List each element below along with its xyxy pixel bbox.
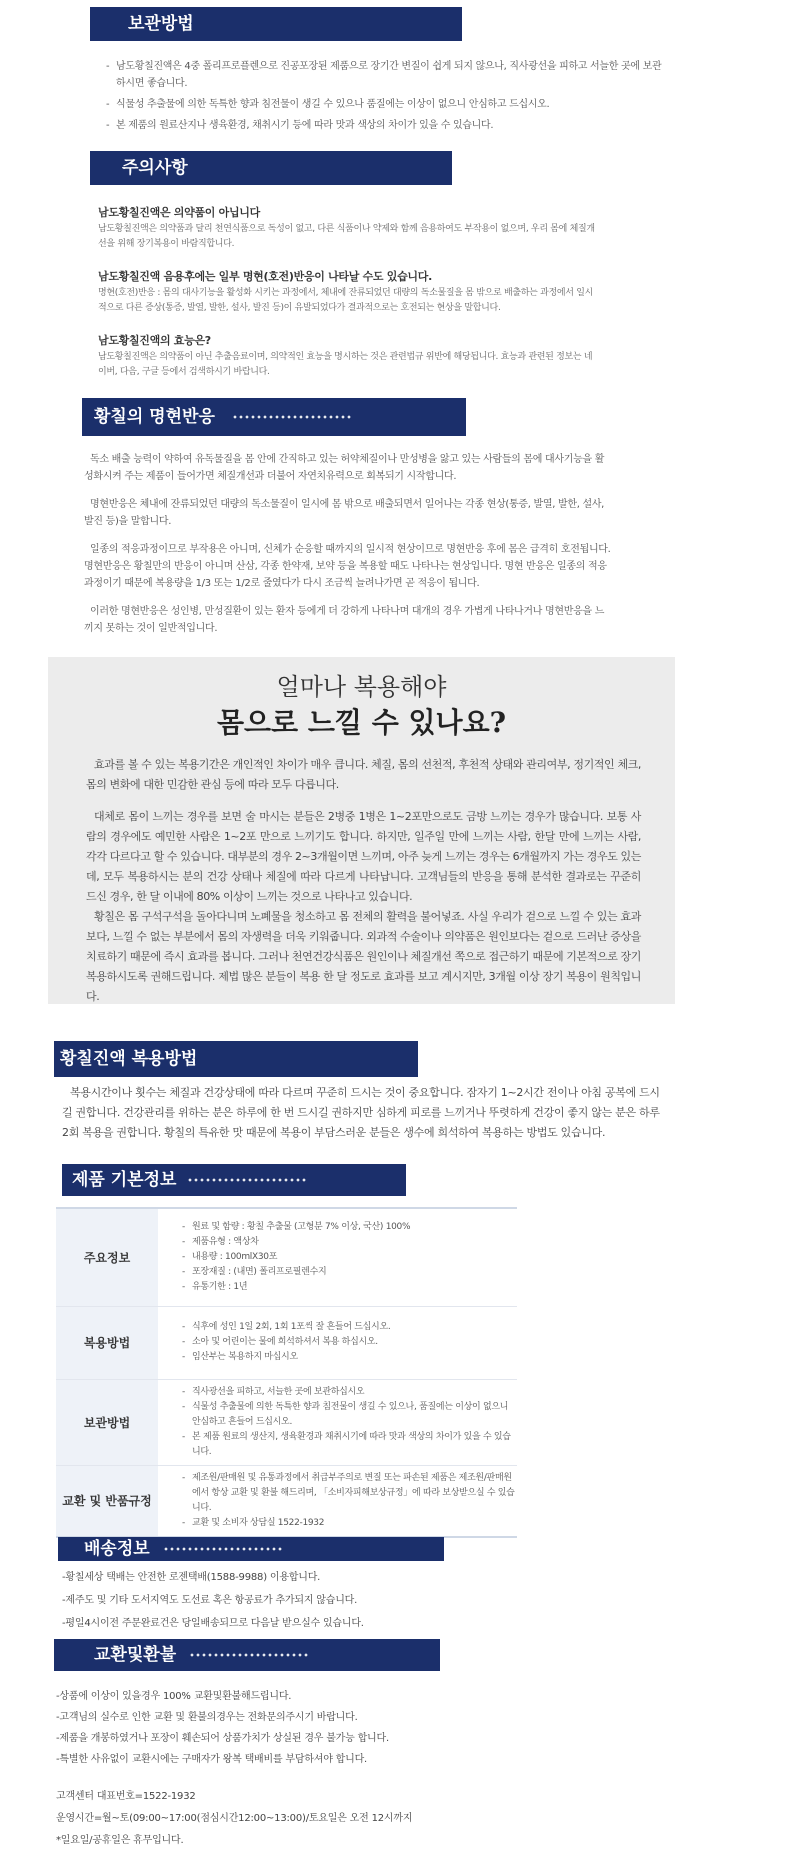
refund-line: -특별한 사유없이 교환시에는 구매자가 왕복 택배비를 부담하셔야 합니다. bbox=[56, 1754, 368, 1765]
duration-box bbox=[48, 657, 675, 1004]
reaction-paragraph: 독소 배출 능력이 약하여 유독물질을 몸 안에 간직하고 있는 허약체질이나 만성병을 앓고 있는 사람들의 몸에 대사기능을 활성화시켜 주는 제품이 들어가면 체질개선과 더불어 자연치유력으로 회복되기 시작합니다. bbox=[84, 454, 605, 482]
caution-body: 명현(호전)반응 : 몸의 대사기능을 활성화 시키는 과정에서, 체내에 잔류되었던 대량의 독소물질을 몸 밖으로 배출하는 과정에서 일시적으로 다른 증상(통증, 발열, 발한, 설사, 발진 등)이 유발되었다가 결과적으로는 호전되는 현상을 말합니다. bbox=[98, 288, 594, 313]
refund-line: -상품에 이상이 있을경우 100% 교환및환불해드립니다. bbox=[56, 1691, 292, 1702]
spec-value bbox=[158, 1379, 517, 1465]
caution-heading: 남도황칠진액의 효능은? bbox=[98, 334, 211, 347]
decorative-dots bbox=[232, 415, 352, 419]
duration-paragraph: 황칠은 몸 구석구석을 돌아다니며 노폐물을 청소하고 몸 전체의 활력을 불어넣죠. 사실 우리가 겉으로 느낄 수 있는 효과보다, 느낄 수 없는 부분에서 몸의 자생력을 더욱 키워줍니다. 외과적 수술이나 의약품은 원인보다는 겉으로 드러난 증상을 치료하기 때문에 즉시 효과를 봅니다. 그러나 천연건강식품은 원인이나 체질개선 쪽으로 접근하기 때문에 기본적으로 장기 복용하시도록 권해드립니다. 제법 많은 분들이 복용 한 달 정도로 효과를 보고 계시지만, 3개월 이상 장기 복용이 원칙입니다. bbox=[86, 910, 641, 1003]
table-row bbox=[56, 1379, 517, 1465]
spec-value bbox=[158, 1465, 517, 1537]
spec-key: 교환 및 반품규정 bbox=[56, 1465, 158, 1537]
list-item: - 식물성 추출물에 의한 독특한 향과 침전물이 생길 수 있으나 품질에는 이상이 없으니 안심하고 드십시오. bbox=[106, 96, 666, 113]
usage-header bbox=[54, 1041, 418, 1077]
spec-line: - 본 제품 원료의 생산지, 생육환경과 채취시기에 따라 맛과 색상의 차이가 있을 수 있습니다. bbox=[182, 1430, 517, 1460]
shipping-line: -평일4시이전 주문완료건은 당일배송되므로 다음날 받으실수 있습니다. bbox=[62, 1618, 364, 1629]
spec-line: - 임산부는 복용하지 마십시오 bbox=[182, 1350, 517, 1365]
storage-list bbox=[106, 58, 666, 138]
shipping-header bbox=[58, 1537, 444, 1561]
list-item: - 남도황칠진액은 4중 폴리프로플렌으로 진공포장된 제품으로 장기간 변질이 쉽게 되지 않으나, 직사광선을 피하고 서늘한 곳에 보관하시면 좋습니다. bbox=[106, 58, 666, 92]
spec-key: 보관방법 bbox=[56, 1379, 158, 1465]
contact-holiday: *일요일/공휴일은 휴무입니다. bbox=[56, 1835, 184, 1846]
shipping-line: -제주도 및 기타 도서지역도 도선료 혹은 항공료가 추가되지 않습니다. bbox=[62, 1595, 358, 1606]
reaction-header bbox=[82, 398, 466, 436]
reaction-title: 황칠의 명현반응 bbox=[94, 407, 215, 427]
refund-title: 교환및환불 bbox=[94, 1645, 177, 1665]
spec-line: - 제품유형 : 액상차 bbox=[182, 1235, 517, 1250]
reaction-paragraph: 일종의 적응과정이므로 부작용은 아니며, 신체가 순응할 때까지의 일시적 현상이므로 명현반응 후에 몸은 급격히 호전됩니다. 명현반응은 황칠만의 반응이 아니며 산삼, 각종 한약재, 보약 등을 복용할 때도 나타나는 현상입니다. 명현 반응은 일종의 적응과정이기 때문에 복용량을 1/3 또는 1/2로 줄였다가 다시 조금씩 늘려나가면 곧 적응이 됩니다. bbox=[84, 544, 611, 589]
shipping-line: -황칠세상 택배는 안전한 로젠택배(1588-9988) 이용합니다. bbox=[62, 1572, 321, 1583]
contact-hours: 운영시간=월~토(09:00~17:00(점심시간12:00~13:00)/토요일은 오전 12시까지 bbox=[56, 1813, 413, 1824]
spec-line: - 내용량 : 100mlX30포 bbox=[182, 1250, 517, 1265]
decorative-dots bbox=[163, 1547, 283, 1551]
spec-key: 주요정보 bbox=[56, 1208, 158, 1306]
duration-title-line1: 얼마나 복용해야 bbox=[276, 673, 447, 701]
caution-heading: 남도황칠진액 음용후에는 일부 명현(호전)반응이 나타날 수도 있습니다. bbox=[98, 270, 432, 283]
spec-title: 제품 기본정보 bbox=[72, 1170, 177, 1190]
storage-title: 보관방법 bbox=[128, 14, 194, 34]
reaction-paragraph: 명현반응은 체내에 잔류되었던 대량의 독소물질이 일시에 몸 밖으로 배출되면서 일어나는 각종 현상(통증, 발열, 발한, 설사, 발진 등)을 말합니다. bbox=[84, 499, 605, 527]
caution-body: 남도황칠진액은 의약품과 달리 천연식품으로 독성이 없고, 다른 식품이나 약제와 함께 음용하여도 부작용이 없으며, 우리 몸에 체질개선을 위해 장기복용이 바람직합니다. bbox=[98, 224, 595, 249]
refund-line: -고객님의 실수로 인한 교환 및 환불의경우는 전화문의주시기 바랍니다. bbox=[56, 1712, 358, 1723]
spec-line: - 식후에 성인 1일 2회, 1회 1포씩 잘 흔들어 드십시오. bbox=[182, 1320, 517, 1335]
spec-header bbox=[62, 1164, 406, 1196]
usage-text: 복용시간이나 횟수는 체질과 건강상태에 따라 다르며 꾸준히 드시는 것이 중요합니다. 잠자기 1~2시간 전이나 아침 공복에 드시길 권합니다. 건강관리를 위하는 분은 하루에 한 번 드시길 권하지만 심하게 피로를 느끼거나 뚜렷하게 건강이 좋지 않는 분은 하루 2회 복용을 권합니다. 황칠의 특유한 맛 때문에 복용이 부담스러운 분들은 생수에 희석하여 복용하는 방법도 있습니다. bbox=[62, 1086, 660, 1139]
duration-paragraph: 대체로 몸이 느끼는 경우를 보면 술 마시는 분들은 2병중 1병은 1~2포만으로도 금방 느끼는 경우가 많습니다. 보통 사람의 경우에도 예민한 사람은 1~2포 만으로 느끼기도 합니다. 하지만, 일주일 만에 느끼는 사람, 한달 만에 느끼는 사람, 각각 다르다고 할 수 있습니다. 대부분의 경우 2~3개월이면 느끼며, 아주 늦게 느끼는 경우는 6개월까지 가는 경우도 있는데, 모두 복용하시는 분의 건강 상태나 체질에 따라 다르게 나타납니다. 고객님들의 반응을 통해 분석한 결과로는 꾸준히 드신 경우, 한 달 이내에 80% 이상이 느끼는 것으로 나타나고 있습니다. bbox=[86, 810, 641, 903]
refund-line: -제품을 개봉하였거나 포장이 훼손되어 상품가치가 상실된 경우 불가능 합니다. bbox=[56, 1733, 389, 1744]
spec-line: - 원료 및 함량 : 황칠 추출물 (고형분 7% 이상, 국산) 100% bbox=[182, 1220, 517, 1235]
caution-title: 주의사항 bbox=[122, 158, 188, 178]
spec-value bbox=[158, 1208, 517, 1306]
spec-line: - 제조원/판매원 및 유통과정에서 취급부주의로 변질 또는 파손된 제품은 제조원/판매원에서 항상 교환 및 환불 해드리며, 「소비자피해보상규정」에 따라 보상받으실 수 있습니다. bbox=[182, 1471, 517, 1516]
table-row bbox=[56, 1208, 517, 1306]
spec-table bbox=[56, 1207, 517, 1538]
spec-line: - 유통기한 : 1년 bbox=[182, 1280, 517, 1295]
spec-line: - 교환 및 소비자 상담실 1522-1932 bbox=[182, 1516, 517, 1531]
usage-title: 황칠진액 복용방법 bbox=[60, 1049, 198, 1069]
table-row bbox=[56, 1465, 517, 1537]
contact-phone: 고객센터 대표번호=1522-1932 bbox=[56, 1791, 196, 1802]
shipping-title: 배송정보 bbox=[84, 1539, 150, 1559]
duration-title-line2: 몸으로 느낄 수 있나요? bbox=[216, 706, 507, 739]
caution-header bbox=[90, 151, 452, 185]
spec-line: - 식물성 추출물에 의한 독특한 향과 침전물이 생길 수 있으나, 품질에는 이상이 없으니 안심하고 흔들어 드십시오. bbox=[182, 1400, 517, 1430]
storage-header bbox=[90, 7, 462, 41]
duration-paragraph: 효과를 볼 수 있는 복용기간은 개인적인 차이가 매우 큽니다. 체질, 몸의 선천적, 후천적 상태와 관리여부, 정기적인 체크, 몸의 변화에 대한 민감한 관심 등에 따라 모두 다릅니다. bbox=[86, 758, 641, 791]
reaction-paragraph: 이러한 명현반응은 성인병, 만성질환이 있는 환자 등에게 더 강하게 나타나며 대개의 경우 가볍게 나타나거나 명현반응을 느끼지 못하는 것이 일반적입니다. bbox=[84, 606, 605, 634]
table-row bbox=[56, 1306, 517, 1379]
spec-line: - 직사광선을 피하고, 서늘한 곳에 보관하십시오 bbox=[182, 1385, 517, 1400]
decorative-dots bbox=[189, 1653, 309, 1657]
caution-heading: 남도황칠진액은 의약품이 아닙니다 bbox=[98, 206, 260, 219]
spec-line: - 포장재질 : (내면) 폴리프로필렌수지 bbox=[182, 1265, 517, 1280]
spec-value bbox=[158, 1306, 517, 1379]
spec-key: 복용방법 bbox=[56, 1306, 158, 1379]
list-item: - 본 제품의 원료산지나 생육환경, 채취시기 등에 따라 맛과 색상의 차이가 있을 수 있습니다. bbox=[106, 117, 666, 134]
caution-body: 남도황칠진액은 의약품이 아닌 추출음료이며, 의약적인 효능을 명시하는 것은 관련법규 위반에 해당됩니다. 효능과 관련된 정보는 네이버, 다음, 구글 등에서 검색하시기 바랍니다. bbox=[98, 352, 593, 377]
spec-line: - 소아 및 어린이는 물에 희석하셔서 복용 하십시오. bbox=[182, 1335, 517, 1350]
decorative-dots bbox=[187, 1178, 307, 1182]
refund-header bbox=[54, 1639, 440, 1671]
